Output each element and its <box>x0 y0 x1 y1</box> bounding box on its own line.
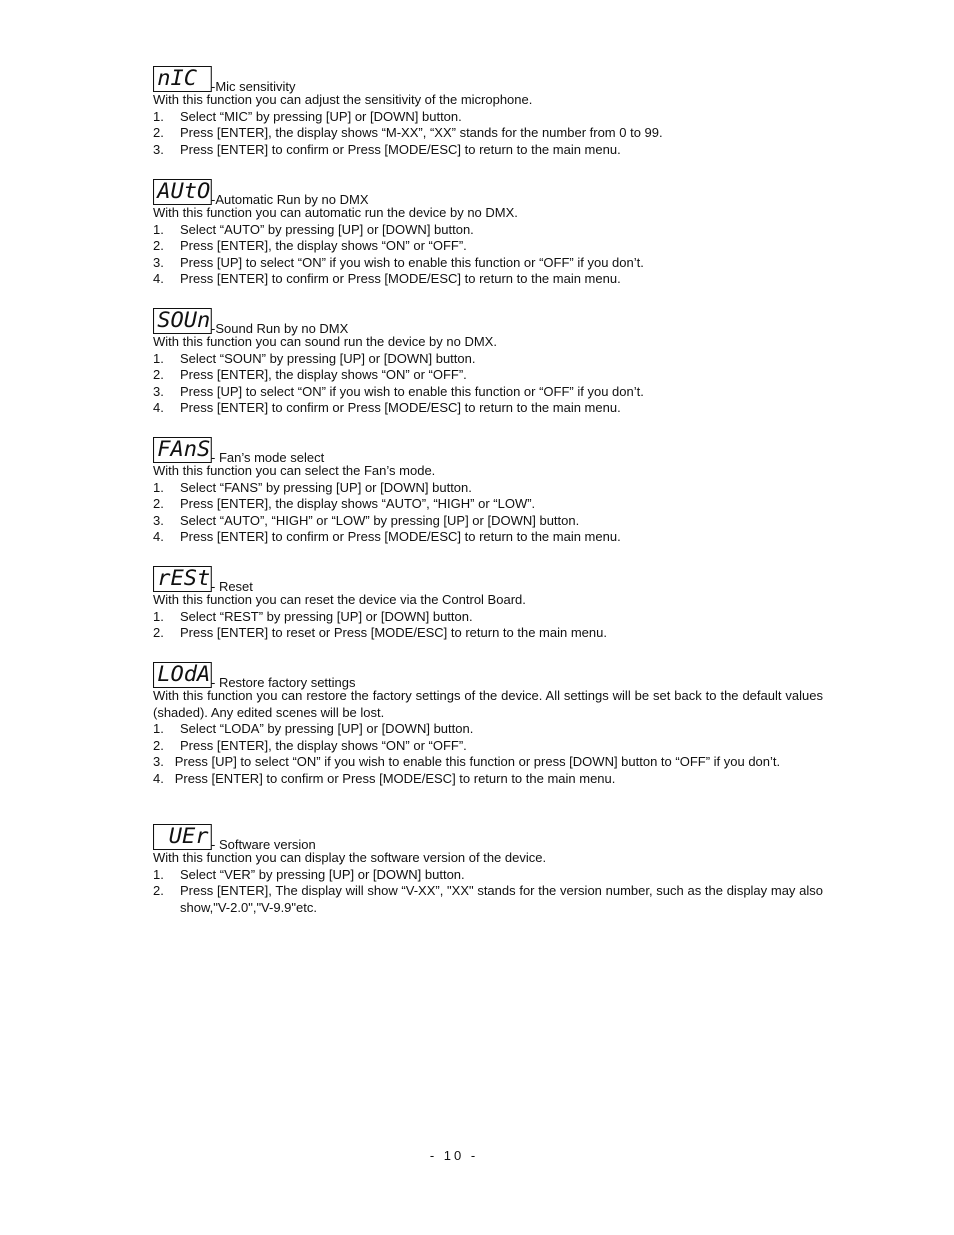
step-item <box>153 367 823 384</box>
step-number: 3. <box>153 754 164 769</box>
step-number: 1. <box>153 221 164 237</box>
step-number: 3. <box>153 383 164 399</box>
step-item <box>153 721 823 738</box>
step-text: Select “AUTO” by pressing [UP] or [DOWN] button. <box>180 221 474 237</box>
step-number: 1. <box>153 108 164 124</box>
lcd-display-icon: AUtO <box>153 179 212 205</box>
step-item <box>153 384 823 401</box>
step-text: Select “FANS” by pressing [UP] or [DOWN] button. <box>180 479 472 495</box>
section-title: - Fan’s mode select <box>211 450 325 465</box>
section-title: -Sound Run by no DMX <box>211 321 349 336</box>
section-title: -Mic sensitivity <box>211 79 296 94</box>
section-automatic-run <box>153 175 823 288</box>
step-item <box>153 625 823 642</box>
step-item <box>153 238 823 255</box>
section-intro: With this function you can sound run the device by no DMX. <box>153 334 497 349</box>
step-text: Press [ENTER], the display shows “M-XX”, “XX” stands for the number from 0 to 99. <box>180 125 663 140</box>
step-number: 4. <box>153 271 164 286</box>
step-text: Select “MIC” by pressing [UP] or [DOWN] button. <box>180 108 462 124</box>
step-number: 1. <box>153 866 164 882</box>
step-text: Press [UP] to select “ON” if you wish to enable this function or “OFF” if you don’t. <box>180 254 644 270</box>
step-number: 3. <box>153 141 164 157</box>
step-item <box>153 754 823 771</box>
step-number: 2. <box>153 737 164 753</box>
step-text: Press [ENTER], the display shows “AUTO”, “HIGH” or “LOW”. <box>180 496 536 511</box>
section-title: - Software version <box>211 837 316 852</box>
step-item <box>153 400 823 417</box>
section-intro: With this function you can automatic run the device by no DMX. <box>153 205 518 220</box>
section-title: - Reset <box>211 579 253 594</box>
step-item <box>153 771 823 788</box>
step-number: 3. <box>153 512 164 528</box>
section-header <box>153 62 823 92</box>
step-item <box>153 271 823 288</box>
section-header <box>153 562 823 592</box>
step-number: 2. <box>153 367 164 382</box>
step-number: 4. <box>153 770 164 786</box>
step-item <box>153 125 823 142</box>
section-fan-mode <box>153 433 823 546</box>
step-number: 2. <box>153 883 164 898</box>
step-text: Press [ENTER] to confirm or Press [MODE/ESC] to return to the main menu. <box>174 770 616 786</box>
step-item <box>153 142 823 159</box>
step-text: Press [ENTER], the display shows “ON” or “OFF”. <box>180 737 467 753</box>
step-number: 4. <box>153 400 164 415</box>
step-text: Press [UP] to select “ON” if you wish to enable this function or “OFF” if you don’t. <box>180 383 644 399</box>
step-item <box>153 609 823 626</box>
step-item <box>153 255 823 272</box>
step-number: 1. <box>153 608 164 624</box>
step-item <box>153 883 823 916</box>
section-title: - Restore factory settings <box>211 675 356 690</box>
step-number: 2. <box>153 496 164 511</box>
step-number: 3. <box>153 254 164 270</box>
section-header <box>153 175 823 205</box>
section-intro: With this function you can select the Fan’s mode. <box>153 463 436 478</box>
step-text: Press [ENTER], The display will show “V-XX”, "XX" stands for the version number, such as the display may also show,"V-2.0","V-9.9"etc. <box>180 883 823 915</box>
step-text: Select “VER” by pressing [UP] or [DOWN] button. <box>180 866 465 882</box>
step-item <box>153 529 823 546</box>
step-text: Press [ENTER] to reset or Press [MODE/ESC] to return to the main menu. <box>180 625 607 640</box>
section-reset <box>153 562 823 642</box>
step-number: 1. <box>153 350 164 366</box>
step-text: Press [UP] to select “ON” if you wish to enable this function or press [DOWN] button to “OFF” if you don’t. <box>174 754 781 769</box>
section-intro: With this function you can restore the factory settings of the device. All settings will be set back to the default values (shaded). Any edited scenes will be lost. <box>153 688 823 720</box>
section-mic-sensitivity <box>153 62 823 158</box>
section-restore-factory <box>153 658 823 787</box>
step-item <box>153 867 823 884</box>
section-header <box>153 820 823 850</box>
section-header <box>153 658 823 688</box>
step-item <box>153 351 823 368</box>
step-text: Select “AUTO”, “HIGH” or “LOW” by pressing [UP] or [DOWN] button. <box>180 512 580 528</box>
step-number: 2. <box>153 125 164 140</box>
step-number: 4. <box>153 529 164 544</box>
step-item <box>153 222 823 239</box>
step-text: Press [ENTER] to confirm or Press [MODE/ESC] to return to the main menu. <box>180 400 621 415</box>
lcd-display-icon: FAnS <box>153 437 212 463</box>
section-sound-run <box>153 304 823 417</box>
step-number: 1. <box>153 479 164 495</box>
step-text: Select “SOUN” by pressing [UP] or [DOWN] button. <box>180 350 476 366</box>
section-header <box>153 304 823 334</box>
lcd-display-icon: nIC <box>153 66 212 92</box>
step-text: Press [ENTER] to confirm or Press [MODE/ESC] to return to the main menu. <box>180 271 621 286</box>
section-intro: With this function you can reset the device via the Control Board. <box>153 592 526 607</box>
step-text: Select “LODA” by pressing [UP] or [DOWN] button. <box>180 721 474 736</box>
step-text: Press [ENTER], the display shows “ON” or “OFF”. <box>180 238 467 253</box>
section-intro: With this function you can adjust the sensitivity of the microphone. <box>153 92 533 107</box>
step-item <box>153 496 823 513</box>
lcd-display-icon: LOdA <box>153 662 212 688</box>
step-text: Press [ENTER], the display shows “ON” or “OFF”. <box>180 367 467 382</box>
lcd-display-icon: SOUn <box>153 308 212 334</box>
step-item <box>153 738 823 755</box>
section-header <box>153 433 823 463</box>
section-software-version <box>153 820 823 916</box>
step-item <box>153 109 823 126</box>
step-text: Select “REST” by pressing [UP] or [DOWN] button. <box>180 608 473 624</box>
section-intro: With this function you can display the software version of the device. <box>153 850 547 865</box>
lcd-display-icon: rESt <box>153 566 212 592</box>
step-text: Press [ENTER] to confirm or Press [MODE/ESC] to return to the main menu. <box>180 141 621 157</box>
lcd-display-icon: UEr <box>153 824 212 850</box>
step-number: 1. <box>153 721 164 736</box>
step-number: 2. <box>153 625 164 640</box>
step-item <box>153 480 823 497</box>
section-title: -Automatic Run by no DMX <box>211 192 369 207</box>
step-text: Press [ENTER] to confirm or Press [MODE/ESC] to return to the main menu. <box>180 529 621 544</box>
step-number: 2. <box>153 238 164 253</box>
step-item <box>153 513 823 530</box>
page-number: - 10 - <box>429 1148 479 1163</box>
